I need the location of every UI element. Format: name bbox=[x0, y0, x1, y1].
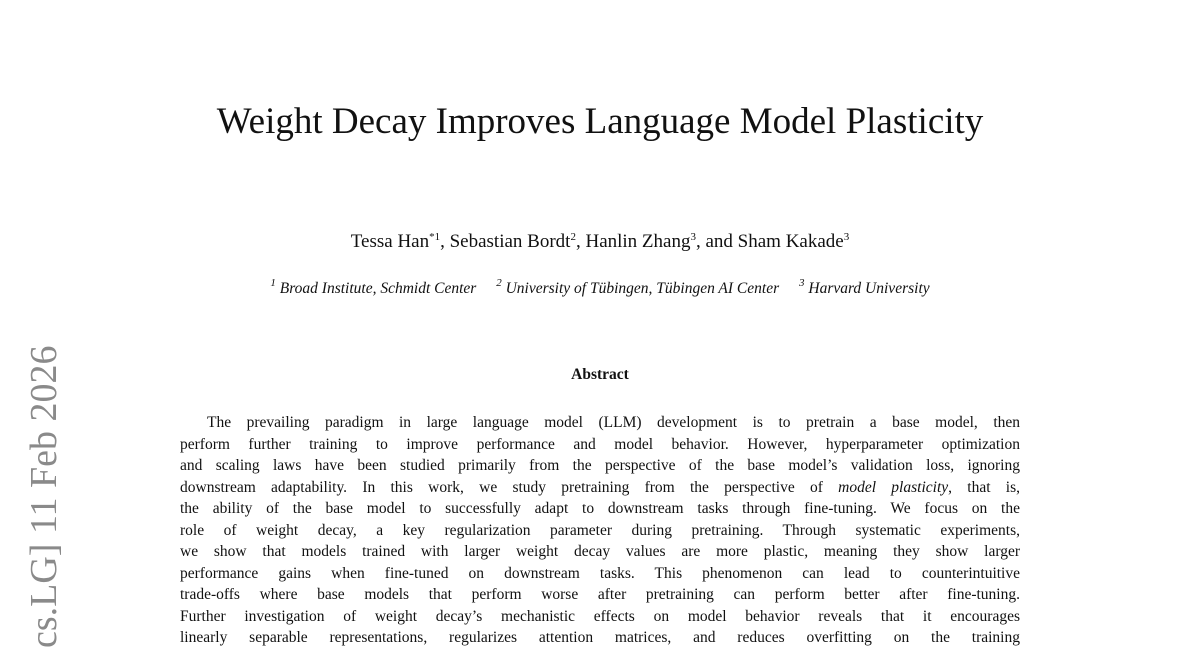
author-list bbox=[0, 225, 1200, 254]
affiliation-item bbox=[799, 277, 930, 297]
abstract-emphasis: model plasticity bbox=[838, 478, 949, 496]
author-affiliation-marker: *1 bbox=[429, 231, 441, 243]
author-name: Sebastian Bordt bbox=[449, 231, 571, 252]
paper-title: Weight Decay Improves Language Model Plasticity bbox=[216, 101, 984, 142]
abstract-line: Further investigation of weight decay’s mechanistic effects on model behavior reveals that it encourages bbox=[180, 607, 1020, 625]
author-affiliation-marker: 3 bbox=[690, 231, 696, 243]
abstract-line-text: downstream adaptability. In this work, we study pretraining from the perspective of bbox=[180, 478, 839, 496]
arxiv-side-stamp: cs.LG] 11 Feb 2026 bbox=[23, 345, 65, 648]
abstract-line: perform further training to improve performance and model behavior. However, hyperparameter optimization bbox=[180, 435, 1020, 453]
abstract-line: the ability of the base model to successfully adapt to downstream tasks through fine-tuning. We focus on the bbox=[180, 500, 1020, 517]
abstract-line: trade-offs where base models that perform worse after pretraining can perform better after fine-tuning. bbox=[180, 586, 1020, 603]
author-name: Tessa Han bbox=[350, 231, 430, 252]
affiliation-marker: 1 bbox=[270, 277, 276, 289]
author-separator: , and bbox=[695, 231, 738, 252]
affiliation-marker: 3 bbox=[799, 277, 805, 289]
affiliation-item bbox=[496, 277, 780, 297]
abstract-line: we show that models trained with larger weight decay values are more plastic, meaning they show larger bbox=[180, 543, 1020, 560]
author-affiliation-marker: 2 bbox=[570, 231, 576, 243]
affiliation-name: Broad Institute, Schmidt Center bbox=[279, 280, 477, 297]
abstract-line-text: , that is, bbox=[948, 478, 1020, 496]
abstract-line bbox=[180, 477, 1020, 499]
affiliation-item bbox=[270, 277, 477, 297]
abstract-line: and scaling laws have been studied primarily from the perspective of the base model’s validation loss, ignoring bbox=[180, 457, 1020, 474]
author-separator: , bbox=[575, 231, 586, 252]
affiliation-name: University of Tübingen, Tübingen AI Center bbox=[505, 280, 780, 297]
abstract-line: role of weight decay, a key regularization parameter during pretraining. Through systematic experiments, bbox=[180, 521, 1020, 539]
author-name: Hanlin Zhang bbox=[585, 231, 691, 252]
author-separator: , bbox=[440, 231, 450, 252]
affiliation-marker: 2 bbox=[496, 277, 502, 289]
abstract-heading: Abstract bbox=[571, 366, 629, 383]
abstract-line: performance gains when fine-tuned on downstream tasks. This phenomenon can lead to counterintuitive bbox=[180, 564, 1020, 582]
abstract-line: The prevailing paradigm in large language model (LLM) development is to pretrain a base model, then bbox=[207, 414, 1020, 431]
abstract-line: linearly separable representations, regularizes attention matrices, and reduces overfitting on the training bbox=[180, 629, 1020, 646]
affiliation-name: Harvard University bbox=[808, 280, 930, 297]
author-affiliation-marker: 3 bbox=[843, 231, 850, 243]
affiliation-list bbox=[0, 272, 1200, 300]
author-name: Sham Kakade bbox=[737, 231, 844, 252]
abstract-body bbox=[180, 412, 1020, 648]
